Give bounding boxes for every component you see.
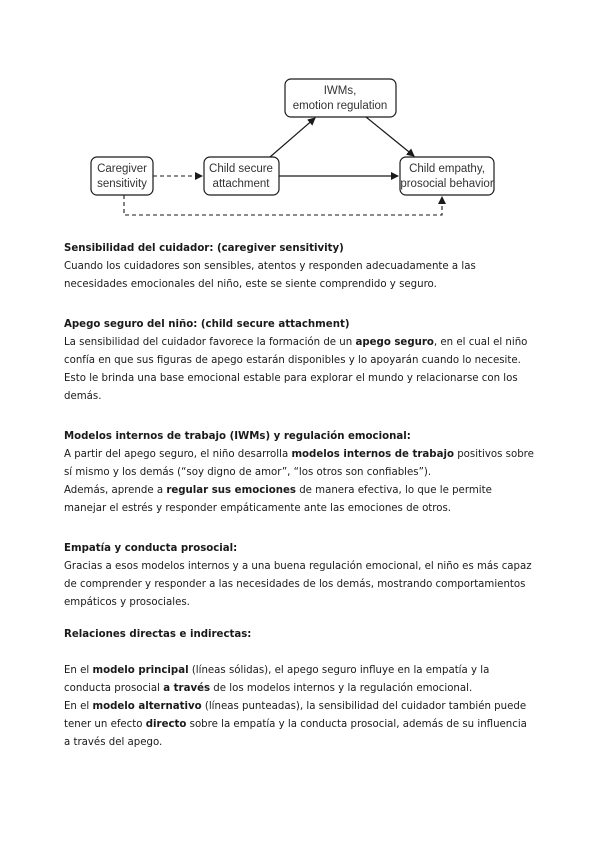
section-secure-attachment: [64, 316, 534, 406]
dashed-arrow-caregiver-to-empathy: [124, 195, 442, 215]
section-direct-indirect: [64, 626, 534, 752]
section-empathy-prosocial: [64, 540, 534, 612]
attachment-label-line1: Child secure: [209, 163, 273, 175]
section-caregiver-sensitivity: [64, 240, 534, 294]
solid-arrow-iwms-to-empathy: [366, 117, 414, 156]
section-heading: Relaciones directas e indirectas:: [64, 629, 252, 640]
section-paragraph: A partir del apego seguro, el niño desarrolla modelos internos de trabajo positivos sobre sí mismo y los demás (“soy digno de amor”, “los otros son confiables”).: [64, 449, 534, 478]
section-paragraph: En el modelo principal (líneas sólidas), el apego seguro influye en la empatía y la conducta prosocial a través de los modelos internos y la regulación emocional.: [64, 665, 490, 694]
section-heading: Empatía y conducta prosocial:: [64, 543, 238, 554]
caregiver-label-line2: sensitivity: [97, 178, 147, 190]
section-iwms-regulation: [64, 428, 534, 518]
section-paragraph: Además, aprende a regular sus emociones de manera efectiva, lo que le permite manejar el estrés y responder empáticamente ante las emociones de otros.: [64, 485, 492, 514]
section-paragraph: Cuando los cuidadores son sensibles, atentos y responden adecuadamente a las necesidades emocionales del niño, este se siente comprendido y seguro.: [64, 261, 476, 290]
section-heading: Apego seguro del niño: (child secure attachment): [64, 319, 350, 330]
iwms-emotion-regulation-node: [285, 79, 396, 117]
section-heading: Modelos internos de trabajo (IWMs) y regulación emocional:: [64, 431, 411, 442]
child-secure-attachment-node: [204, 157, 279, 195]
model-diagram: [0, 0, 600, 235]
iwms-label-line1: IWMs,: [323, 85, 357, 97]
caregiver-sensitivity-node: [91, 157, 153, 195]
attachment-label-line2: attachment: [212, 178, 270, 190]
child-empathy-node: [400, 157, 494, 195]
empathy-label-line2: prosocial behavior: [400, 178, 494, 190]
caregiver-label-line1: Caregiver: [97, 163, 147, 175]
solid-arrow-attachment-to-iwms: [270, 118, 315, 157]
document-body: [64, 240, 534, 752]
section-paragraph: En el modelo alternativo (líneas punteadas), la sensibilidad del cuidador también puede tener un efecto directo sobre la empatía y la conducta prosocial, además de su influencia a través del apego.: [64, 701, 527, 748]
section-paragraph: La sensibilidad del cuidador favorece la formación de un apego seguro, en el cual el niño confía en que sus figuras de apego estarán disponibles y lo apoyarán cuando lo necesite. Esto le brinda una base emocional estable para explorar el mundo y relacionarse con los demás.: [64, 337, 528, 402]
empathy-label-line1: Child empathy,: [409, 163, 485, 175]
iwms-label-line2: emotion regulation: [292, 100, 388, 112]
section-heading: Sensibilidad del cuidador: (caregiver sensitivity): [64, 243, 344, 254]
section-paragraph: Gracias a esos modelos internos y a una buena regulación emocional, el niño es más capaz de comprender y responder a las necesidades de los demás, mostrando comportamientos empáticos y prosociales.: [64, 561, 532, 608]
